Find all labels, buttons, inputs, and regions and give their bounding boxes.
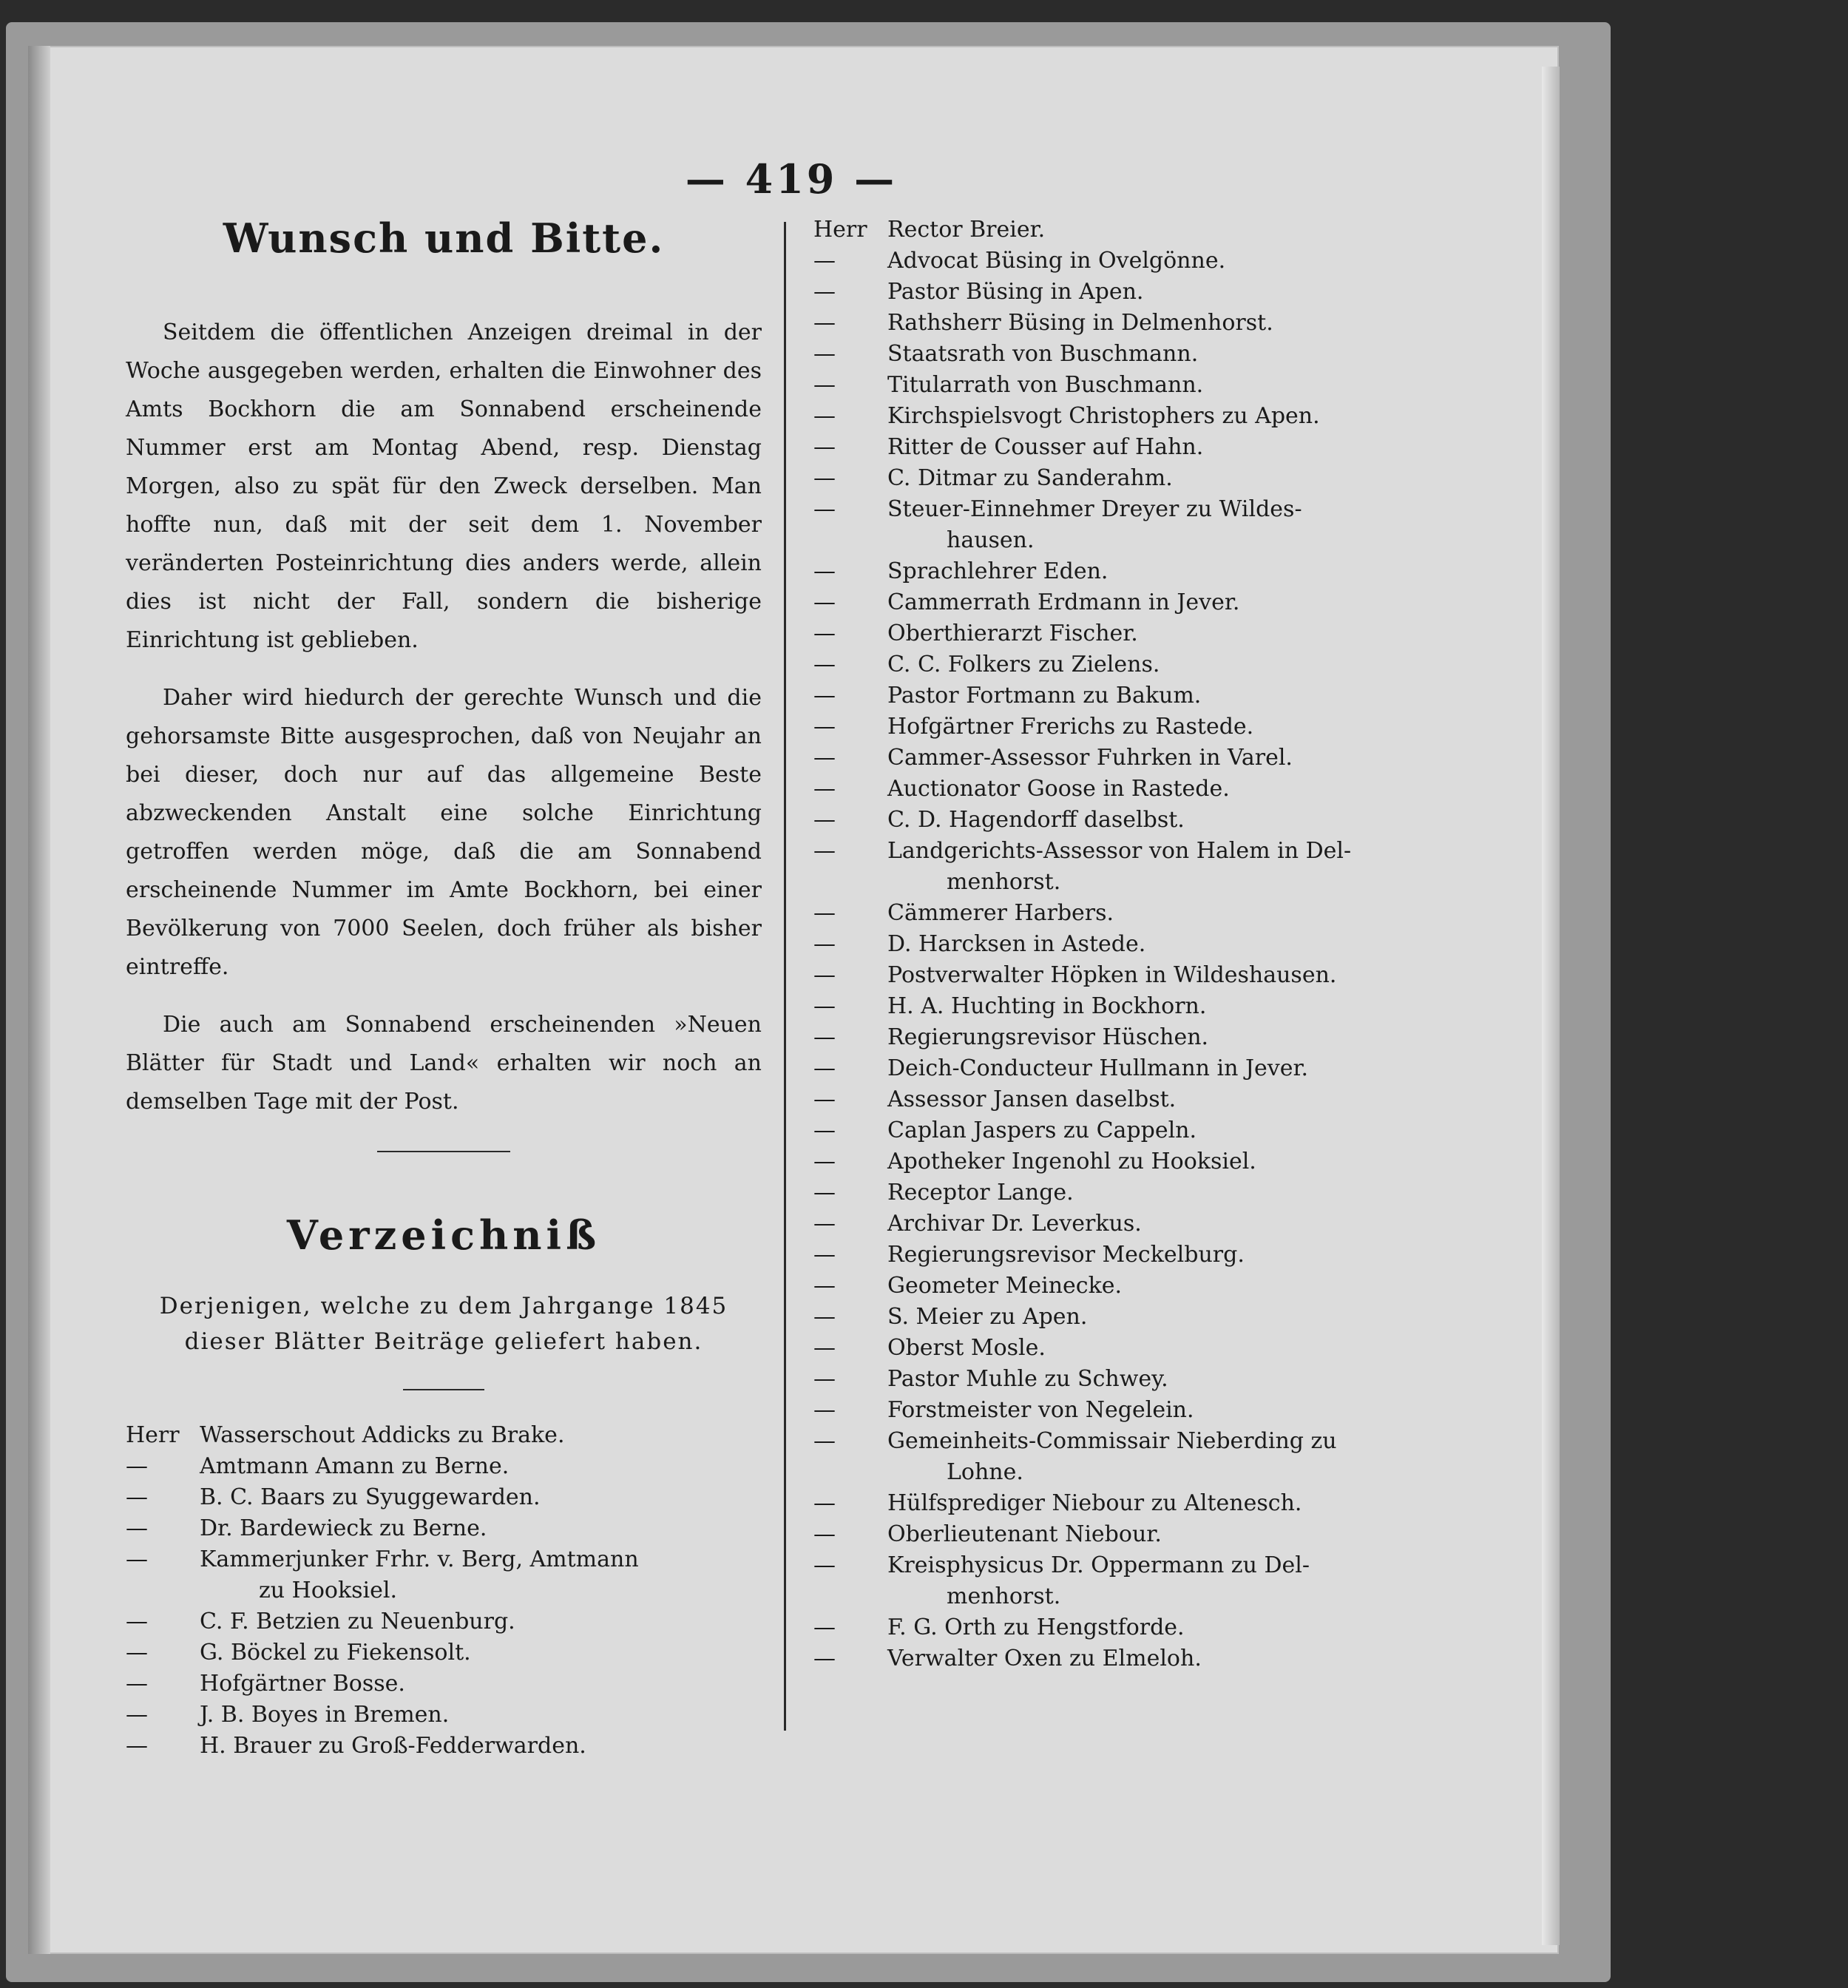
- list-item: [813, 587, 1435, 618]
- list-item: [813, 743, 1435, 774]
- list-item: [813, 1146, 1435, 1177]
- list-item: [813, 1240, 1435, 1271]
- list-item-text: Regierungsrevisor Hüschen.: [887, 1024, 1209, 1050]
- list-item-prefix: —: [813, 1086, 836, 1112]
- list-item: [126, 1513, 762, 1544]
- list-item: [813, 246, 1435, 277]
- list-item-text: Apotheker Ingenohl zu Hooksiel.: [887, 1149, 1256, 1174]
- list-item: [813, 774, 1435, 805]
- list-item-prefix: —: [813, 931, 836, 957]
- page-gutter: [28, 46, 50, 1954]
- list-item-prefix: —: [813, 279, 836, 305]
- list-item-prefix: —: [813, 558, 836, 584]
- list-item-text: Steuer-Einnehmer Dreyer zu Wildes- hausen.: [887, 494, 1435, 556]
- list-item: [813, 1550, 1435, 1612]
- list-item-prefix: —: [813, 714, 836, 740]
- list-item-text: Sprachlehrer Eden.: [887, 558, 1109, 584]
- list-item-text: Geometer Meinecke.: [887, 1273, 1123, 1299]
- list-item-prefix: —: [813, 776, 836, 802]
- list-item-text: Oberthierarzt Fischer.: [887, 621, 1138, 646]
- list-item-prefix: —: [813, 1490, 836, 1516]
- list-item-prefix: —: [813, 1211, 836, 1237]
- list-item: [126, 1482, 762, 1513]
- list-item-prefix: —: [813, 683, 836, 709]
- list-item: [813, 1333, 1435, 1364]
- list-item: [813, 649, 1435, 680]
- list-item: [813, 929, 1435, 960]
- list-item: [813, 463, 1435, 494]
- column-divider: [784, 222, 786, 1731]
- list-item-text: Rathsherr Büsing in Delmenhorst.: [887, 310, 1273, 336]
- list-item: [813, 898, 1435, 929]
- list-item: [126, 1668, 762, 1700]
- list-item-prefix: —: [813, 496, 836, 522]
- list-item: [813, 370, 1435, 401]
- list-item: [126, 1451, 762, 1482]
- list-item-prefix: —: [813, 838, 836, 864]
- list-item-text: B. C. Baars zu Syuggewarden.: [200, 1484, 541, 1510]
- list-item: [813, 1488, 1435, 1519]
- list-item-prefix: —: [813, 1024, 836, 1050]
- list-item-text: Titularrath von Buschmann.: [887, 372, 1204, 398]
- list-item: [813, 277, 1435, 308]
- list-item: [813, 432, 1435, 463]
- list-item-continuation: Lohne.: [947, 1459, 1023, 1485]
- list-item-text: Verwalter Oxen zu Elmeloh.: [887, 1646, 1202, 1671]
- list-item-prefix: —: [813, 962, 836, 988]
- section-divider: [377, 1151, 510, 1152]
- list-item-prefix: —: [813, 1055, 836, 1081]
- list-item-text: Kreisphysicus Dr. Oppermann zu Del- menhorst.: [887, 1550, 1435, 1612]
- list-item: [126, 1637, 762, 1668]
- list-item-text: Kammerjunker Frhr. v. Berg, Amtmann zu Hooksiel.: [200, 1544, 762, 1606]
- list-item-prefix: —: [126, 1733, 148, 1759]
- list-item-text: C. C. Folkers zu Zielens.: [887, 652, 1160, 677]
- list-subtitle: Derjenigen, welche zu dem Jahrgange 1845 dieser Blätter Beiträge geliefert haben.: [159, 1293, 728, 1355]
- list-item-text: H. Brauer zu Groß-Fedderwarden.: [200, 1733, 586, 1759]
- list-item: [813, 991, 1435, 1022]
- list-item-prefix: —: [813, 1552, 836, 1578]
- list-item: [813, 1022, 1435, 1053]
- list-item: [813, 1612, 1435, 1643]
- list-item: [813, 1364, 1435, 1395]
- list-item-text: Regierungsrevisor Meckelburg.: [887, 1242, 1245, 1268]
- list-item-prefix: —: [813, 341, 836, 367]
- list-item-text: Advocat Büsing in Ovelgönne.: [887, 248, 1226, 274]
- list-item-prefix: —: [813, 1242, 836, 1268]
- list-item-text: Postverwalter Höpken in Wildeshausen.: [887, 962, 1337, 988]
- list-item-text: Deich-Conducteur Hullmann in Jever.: [887, 1055, 1309, 1081]
- article-paragraph: Daher wird hiedurch der gerechte Wunsch und die gehorsamste Bitte ausgesprochen, daß von Neujahr an bei dieser, doch nur auf das allgemeine Beste abzweckenden Anstalt eine solche Einrichtung getroffen werden möge, daß die am Sonnabend erscheinende Nummer im Amte Bockhorn, bei einer Bevölkerung von 7000 Seelen, doch früher als bisher eintreffe.: [126, 685, 762, 980]
- list-item: [813, 1115, 1435, 1146]
- list-item-text: Amtmann Amann zu Berne.: [200, 1453, 510, 1479]
- contributor-list-right: [813, 214, 1435, 1674]
- list-item-text: Staatsrath von Buschmann.: [887, 341, 1199, 367]
- list-item-prefix: —: [813, 1149, 836, 1174]
- list-item: [813, 308, 1435, 339]
- list-item-text: Dr. Bardewieck zu Berne.: [200, 1515, 487, 1541]
- list-item-prefix: —: [813, 1273, 836, 1299]
- list-item-text: Pastor Büsing in Apen.: [887, 279, 1144, 305]
- list-item-prefix: —: [813, 403, 836, 429]
- list-item: [813, 680, 1435, 711]
- list-item: [813, 805, 1435, 836]
- list-item-text: Cämmerer Harbers.: [887, 900, 1114, 926]
- list-item-prefix: Herr: [126, 1422, 180, 1448]
- list-item: [126, 1544, 762, 1606]
- list-item-text: Archivar Dr. Leverkus.: [887, 1211, 1142, 1237]
- list-item-text: Oberlieutenant Niebour.: [887, 1521, 1162, 1547]
- list-item-prefix: —: [813, 745, 836, 771]
- list-item-prefix: —: [126, 1609, 148, 1634]
- list-item: [813, 711, 1435, 743]
- list-item-prefix: —: [813, 1397, 836, 1423]
- list-item-prefix: —: [813, 372, 836, 398]
- list-item-text: Caplan Jaspers zu Cappeln.: [887, 1118, 1197, 1143]
- list-item: [126, 1420, 762, 1451]
- contributor-list-left: [126, 1420, 762, 1762]
- page-number: — 419 —: [685, 155, 898, 203]
- list-item: [813, 1426, 1435, 1488]
- list-item-text: Forstmeister von Negelein.: [887, 1397, 1194, 1423]
- list-item: [813, 836, 1435, 898]
- list-item-continuation: menhorst.: [947, 869, 1061, 895]
- list-item-prefix: —: [813, 993, 836, 1019]
- list-item-text: C. Ditmar zu Sanderahm.: [887, 465, 1173, 491]
- list-item-text: Ritter de Cousser auf Hahn.: [887, 434, 1204, 460]
- list-item: [126, 1606, 762, 1637]
- list-item-text: Pastor Fortmann zu Bakum.: [887, 683, 1202, 709]
- list-item-text: G. Böckel zu Fiekensolt.: [200, 1640, 471, 1666]
- list-item: [813, 1395, 1435, 1426]
- list-item-text: Oberst Mosle.: [887, 1335, 1046, 1361]
- list-item-text: H. A. Huchting in Bockhorn.: [887, 993, 1207, 1019]
- list-item: [126, 1700, 762, 1731]
- list-item: [813, 1084, 1435, 1115]
- article-paragraph: Seitdem die öffentlichen Anzeigen dreimal in der Woche ausgegeben werden, erhalten die Einwohner des Amts Bockhorn die am Sonnabend erscheinende Nummer erst am Montag Abend, resp. Dienstag Morgen, also zu spät für den Zweck derselben. Man hoffte nun, daß mit der seit dem 1. November veränderten Posteinrichtung dies anders werde, allein dies ist nicht der Fall, sondern die bisherige Einrichtung ist geblieben.: [126, 320, 762, 653]
- list-item-prefix: —: [813, 1118, 836, 1143]
- list-item-prefix: —: [813, 900, 836, 926]
- list-item: [813, 618, 1435, 649]
- list-item-text: Hülfsprediger Niebour zu Altenesch.: [887, 1490, 1302, 1516]
- list-item-text: C. D. Hagendorff daselbst.: [887, 807, 1185, 833]
- list-item-text: F. G. Orth zu Hengstforde.: [887, 1615, 1185, 1640]
- list-item-prefix: —: [126, 1640, 148, 1666]
- list-item: [813, 960, 1435, 991]
- list-item-prefix: —: [126, 1671, 148, 1697]
- list-item-prefix: —: [813, 652, 836, 677]
- list-title: Verzeichniß: [286, 1211, 601, 1259]
- list-item-text: Kirchspielsvogt Christophers zu Apen.: [887, 403, 1320, 429]
- list-item-prefix: —: [813, 465, 836, 491]
- list-item-prefix: —: [813, 1366, 836, 1392]
- list-item-text: Receptor Lange.: [887, 1180, 1074, 1206]
- list-item: [813, 1643, 1435, 1674]
- list-item-prefix: Herr: [813, 217, 867, 243]
- list-item: [813, 494, 1435, 556]
- list-item-continuation: hausen.: [947, 527, 1035, 553]
- list-item-prefix: —: [813, 310, 836, 336]
- right-column: [813, 214, 1435, 1674]
- list-item-prefix: —: [813, 248, 836, 274]
- list-item-text: Rector Breier.: [887, 217, 1046, 243]
- list-item: [813, 1053, 1435, 1084]
- list-item-text: S. Meier zu Apen.: [887, 1304, 1088, 1330]
- list-item-text: Cammerrath Erdmann in Jever.: [887, 589, 1240, 615]
- list-item-prefix: —: [126, 1515, 148, 1541]
- list-item: [813, 214, 1435, 246]
- list-item-prefix: —: [126, 1546, 148, 1572]
- list-item-text: Wasserschout Addicks zu Brake.: [200, 1422, 565, 1448]
- list-item: [813, 1271, 1435, 1302]
- list-item-prefix: —: [813, 1521, 836, 1547]
- list-item-text: Gemeinheits-Commissair Nieberding zu Lohne.: [887, 1426, 1435, 1488]
- list-item-prefix: —: [813, 434, 836, 460]
- list-item-prefix: —: [126, 1702, 148, 1728]
- list-item-prefix: —: [813, 621, 836, 646]
- list-item: [813, 1302, 1435, 1333]
- article-paragraph: Die auch am Sonnabend erscheinenden »Neuen Blätter für Stadt und Land« erhalten wir noch an demselben Tage mit der Post.: [126, 1012, 762, 1115]
- list-item-prefix: —: [813, 1428, 836, 1454]
- list-item-prefix: —: [813, 1335, 836, 1361]
- list-item-prefix: —: [813, 589, 836, 615]
- list-item-text: Hofgärtner Bosse.: [200, 1671, 405, 1697]
- list-item-text: Cammer-Assessor Fuhrken in Varel.: [887, 745, 1293, 771]
- list-item-text: Landgerichts-Assessor von Halem in Del- menhorst.: [887, 836, 1435, 898]
- list-divider: [403, 1389, 484, 1390]
- list-item-prefix: —: [813, 807, 836, 833]
- list-item-prefix: —: [813, 1646, 836, 1671]
- list-item-continuation: menhorst.: [947, 1583, 1061, 1609]
- list-item: [813, 1177, 1435, 1208]
- list-item-text: J. B. Boyes in Bremen.: [200, 1702, 450, 1728]
- list-item: [813, 556, 1435, 587]
- list-item-text: Assessor Jansen daselbst.: [887, 1086, 1177, 1112]
- list-item-prefix: —: [813, 1615, 836, 1640]
- page-edge: [1542, 67, 1560, 1945]
- list-item: [126, 1731, 762, 1762]
- left-column: [126, 214, 762, 1762]
- list-item-text: Auctionator Goose in Rastede.: [887, 776, 1230, 802]
- article-title: Wunsch und Bitte.: [223, 214, 665, 262]
- list-item-text: Hofgärtner Frerichs zu Rastede.: [887, 714, 1254, 740]
- list-item-prefix: —: [813, 1304, 836, 1330]
- list-item: [813, 1519, 1435, 1550]
- list-item-prefix: —: [126, 1453, 148, 1479]
- list-item-text: C. F. Betzien zu Neuenburg.: [200, 1609, 515, 1634]
- list-item-text: D. Harcksen in Astede.: [887, 931, 1146, 957]
- list-item-prefix: —: [813, 1180, 836, 1206]
- list-item-continuation: zu Hooksiel.: [259, 1578, 398, 1603]
- list-item: [813, 339, 1435, 370]
- list-item-text: Pastor Muhle zu Schwey.: [887, 1366, 1168, 1392]
- list-item: [813, 1208, 1435, 1240]
- list-item-prefix: —: [126, 1484, 148, 1510]
- list-item: [813, 401, 1435, 432]
